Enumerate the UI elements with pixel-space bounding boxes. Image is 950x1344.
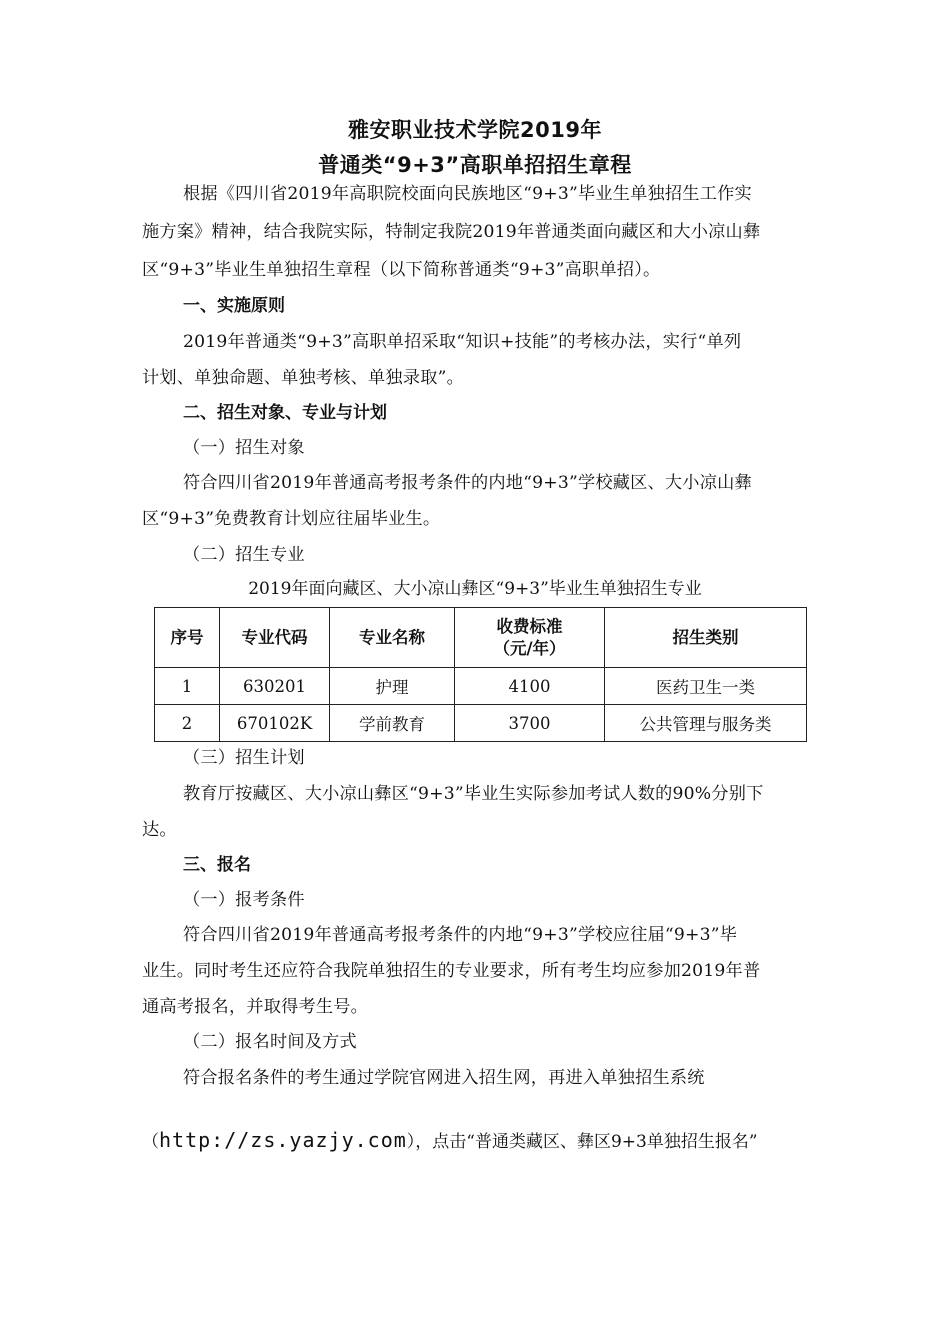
section-1-heading: 一、实施原则: [183, 296, 285, 316]
header-fee: [455, 608, 605, 668]
table-header-row: [155, 608, 807, 668]
table-row: [155, 668, 807, 705]
section-3-sub-1-line-3: 通高考报名，并取得考生号。: [142, 997, 369, 1017]
title-line-2: 普通类“9+3”高职单招招生章程: [318, 153, 632, 177]
url-close-paren: ）: [406, 1132, 416, 1152]
section-1-line-1: 2019年普通类“9+3”高职单招采取“知识+技能”的考核办法，实行“单列: [183, 332, 742, 352]
table-row: [155, 705, 807, 742]
section-1-line-2: 计划、单独命题、单独考核、单独录取”。: [142, 368, 464, 388]
section-3-sub-1-line-1: 符合四川省2019年普通高考报考条件的内地“9+3”学校应往届“9+3”毕: [183, 925, 738, 945]
cell-major-code: 670102K: [220, 705, 330, 742]
section-3-sub-1: （一）报考条件: [183, 890, 305, 910]
section-3-sub-1-line-2: 业生。同时考生还应符合我院单独招生的专业要求，所有考生均应参加2019年普: [142, 961, 761, 981]
section-2-sub-1-line-1: 符合四川省2019年普通高考报考条件的内地“9+3”学校藏区、大小凉山彝: [183, 473, 752, 493]
section-3-heading: 三、报名: [183, 855, 251, 875]
cell-fee: 3700: [455, 705, 605, 742]
header-major-name: 专业名称: [330, 608, 455, 668]
cell-category: 公共管理与服务类: [605, 705, 807, 742]
majors-table: [154, 607, 807, 742]
section-2-sub-1-line-2: 区“9+3”免费教育计划应往届毕业生。: [142, 509, 441, 529]
title-line-1: 雅安职业技术学院2019年: [348, 118, 602, 142]
section-2-sub-2: （二）招生专业: [183, 545, 305, 565]
cell-category: 医药卫生一类: [605, 668, 807, 705]
admissions-url-link[interactable]: http://zs.yazjy.com: [159, 1128, 407, 1152]
section-2-heading: 二、招生对象、专业与计划: [183, 403, 387, 423]
header-major-code: 专业代码: [220, 608, 330, 668]
url-line: [142, 1126, 758, 1156]
header-category: 招生类别: [605, 608, 807, 668]
intro-line-2: 施方案》精神，结合我院实际，特制定我院2019年普通类面向藏区和大小凉山彝: [142, 222, 761, 242]
section-2-sub-3: （三）招生计划: [183, 748, 305, 768]
cell-major-name: 护理: [330, 668, 455, 705]
intro-line-3: 区“9+3”毕业生单独招生章程（以下简称普通类“9+3”高职单招）。: [142, 260, 661, 280]
header-fee-line-2: （元/年）: [493, 638, 566, 658]
cell-index: 1: [155, 668, 220, 705]
table-caption: 2019年面向藏区、大小凉山彝区“9+3”毕业生单独招生专业: [248, 579, 702, 599]
intro-line-1: 根据《四川省2019年高职院校面向民族地区“9+3”毕业生单独招生工作实: [183, 184, 752, 204]
url-open-paren: （: [142, 1132, 159, 1152]
section-2-sub-3-line-2: 达。: [142, 820, 177, 840]
section-3-sub-2: （二）报名时间及方式: [183, 1032, 357, 1052]
url-line-tail: ，点击“普通类藏区、彝区9+3单独招生报名”: [415, 1132, 758, 1152]
header-index: 序号: [155, 608, 220, 668]
cell-major-code: 630201: [220, 668, 330, 705]
cell-fee: 4100: [455, 668, 605, 705]
section-2-sub-3-line-1: 教育厅按藏区、大小凉山彝区“9+3”毕业生实际参加考试人数的90%分别下: [183, 784, 764, 804]
header-fee-line-1: 收费标准: [496, 616, 563, 636]
cell-index: 2: [155, 705, 220, 742]
section-2-sub-1: （一）招生对象: [183, 438, 305, 458]
cell-major-name: 学前教育: [330, 705, 455, 742]
section-3-sub-2-line-1: 符合报名条件的考生通过学院官网进入招生网，再进入单独招生系统: [183, 1068, 705, 1088]
